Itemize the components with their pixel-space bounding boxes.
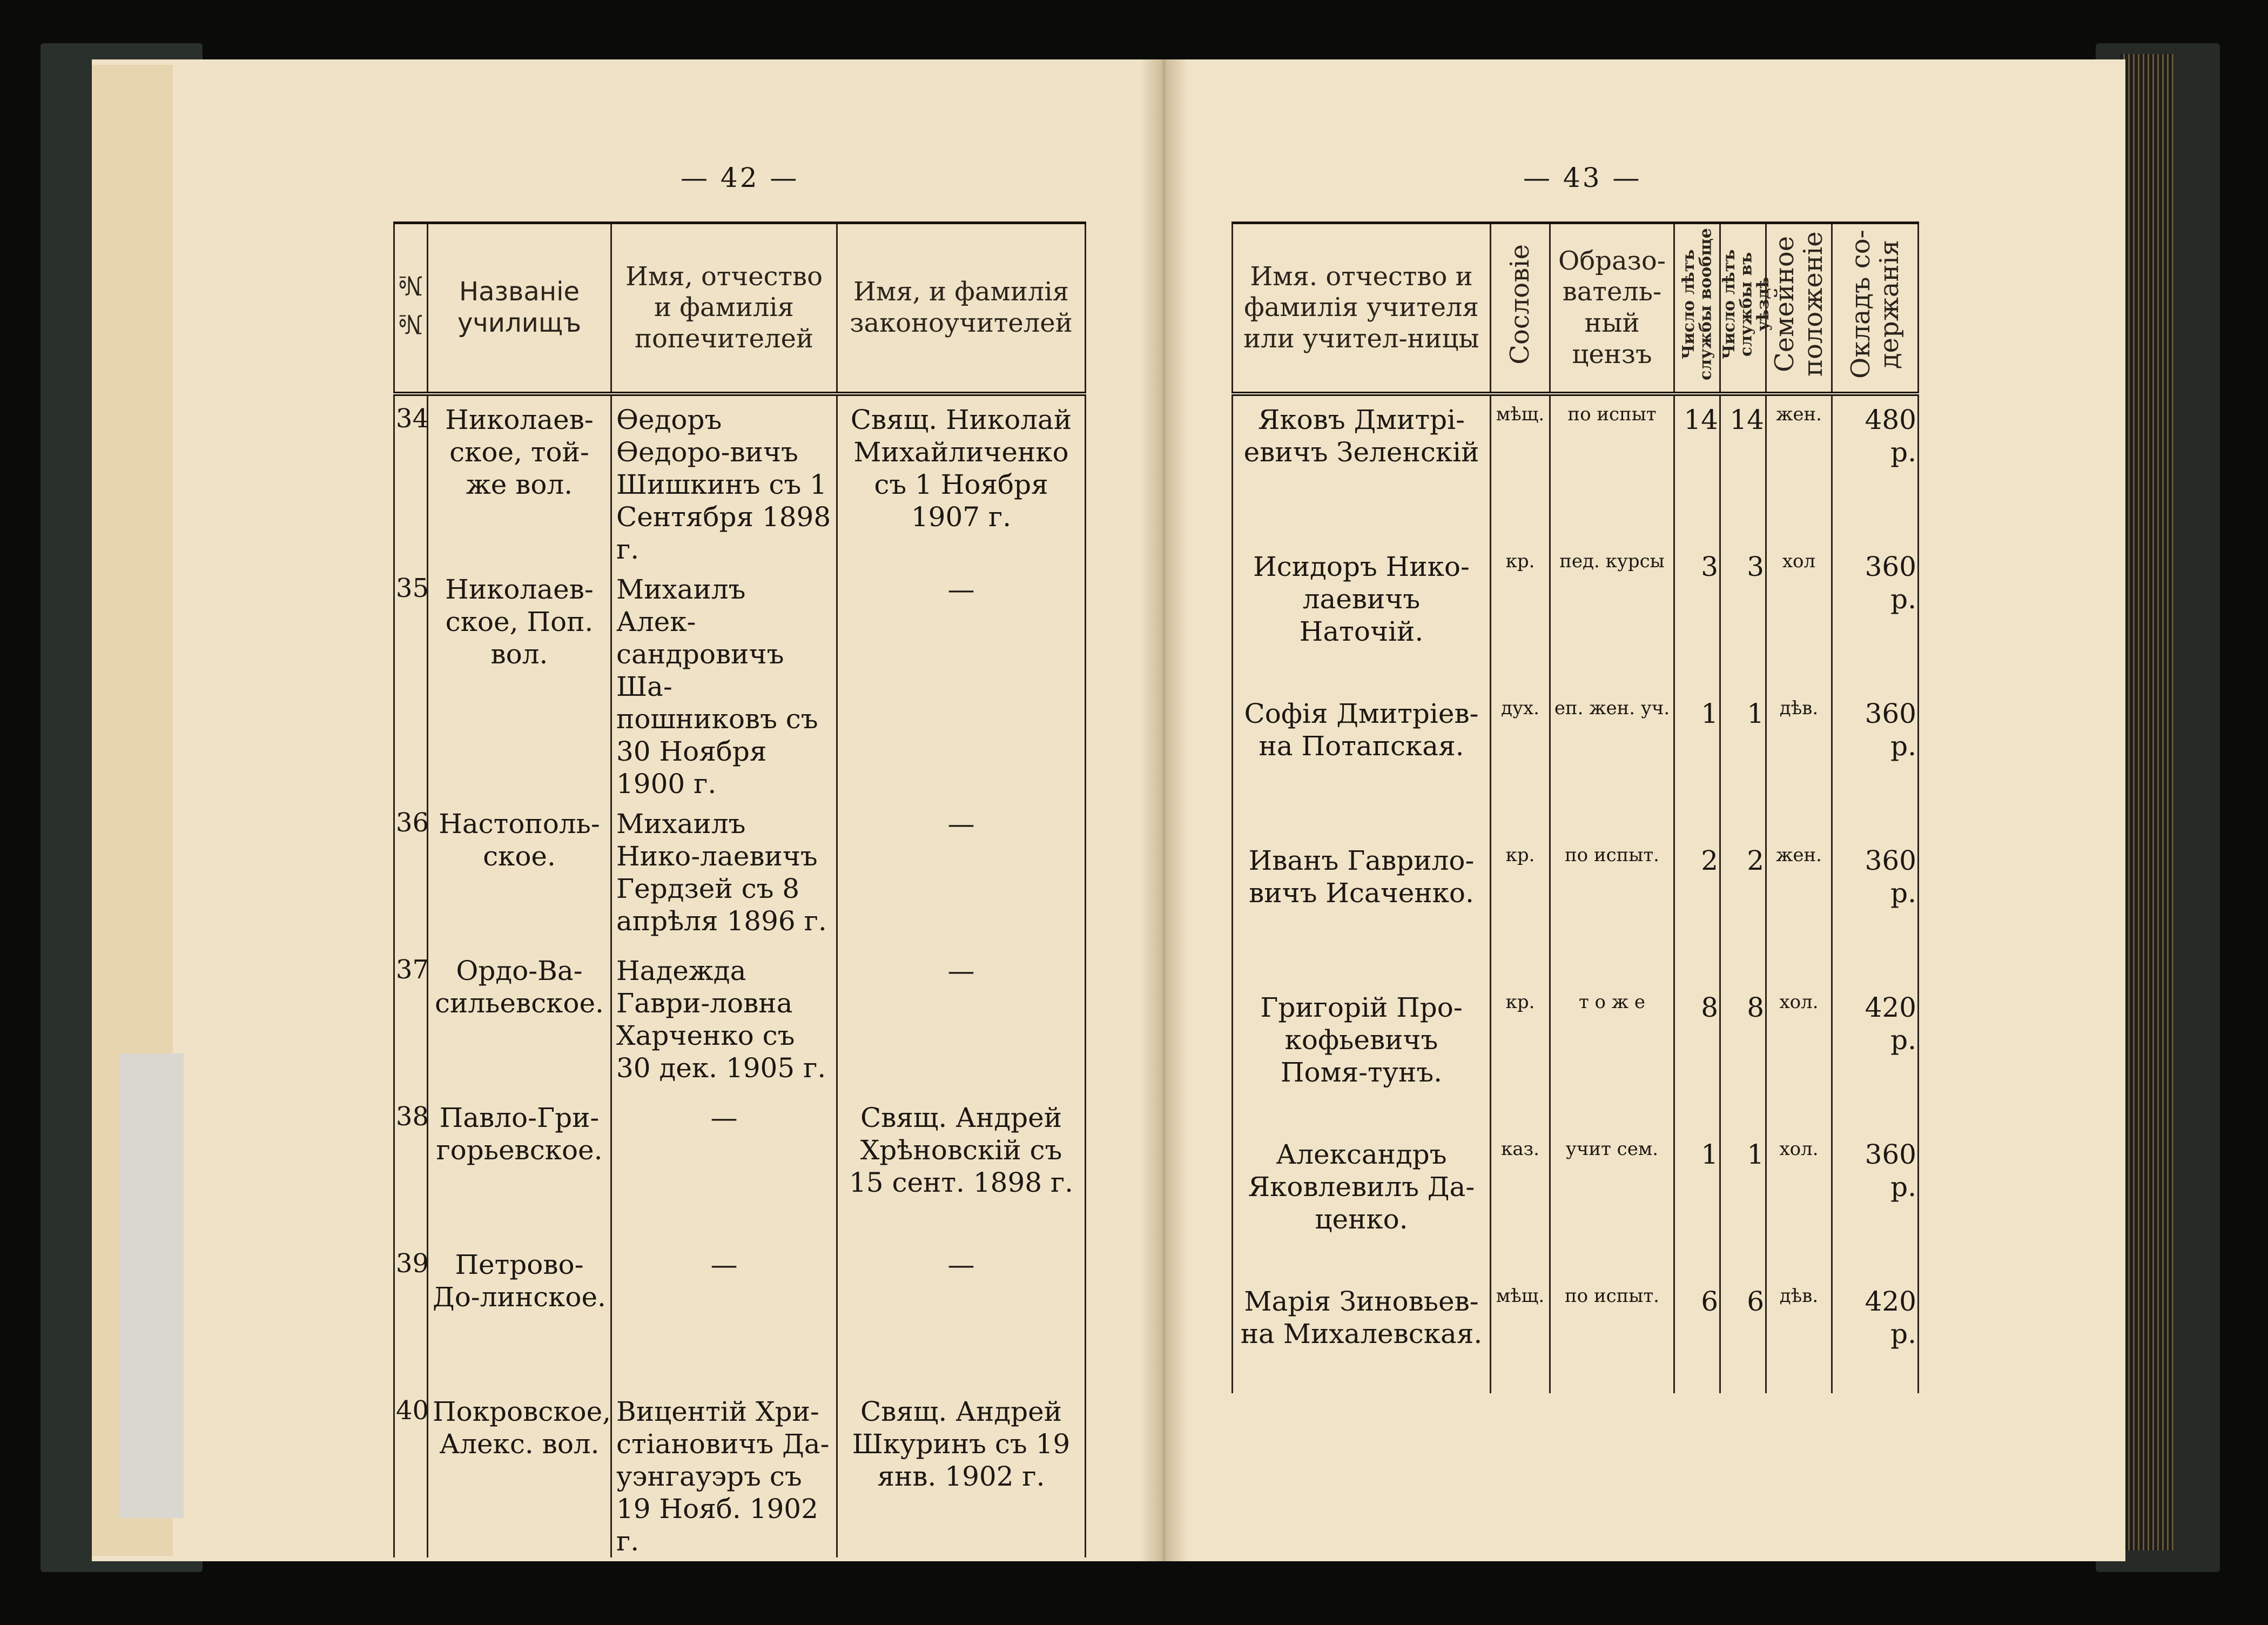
years-uezd-value: 6 — [1720, 1278, 1766, 1393]
priest-name: Свящ. Андрей Хрѣновскій съ 15 сент. 1898 г. — [837, 1094, 1086, 1241]
header-school: Названіе училищъ — [428, 223, 611, 394]
education-value: по испыт — [1550, 394, 1674, 543]
trustee-name: Ѳедоръ Ѳедоро-вичъ Шишкинъ съ 1 Сентября 1898 г. — [611, 394, 837, 566]
education-value: т о ж е — [1550, 984, 1674, 1131]
family-value: хол. — [1766, 984, 1832, 1131]
table-row — [394, 1094, 1086, 1241]
school-name: Петрово-До-линское. — [428, 1241, 611, 1388]
school-name: Николаев-ское, Поп. вол. — [428, 566, 611, 800]
salary-value: 420 р. — [1832, 1278, 1919, 1393]
estate-value: кр. — [1491, 837, 1550, 984]
table-row — [394, 1241, 1086, 1388]
priest-name: Свящ. Андрей Шкуринъ съ 19 янв. 1902 г. — [837, 1388, 1086, 1557]
teacher-name: Яковъ Дмитрі-евичъ Зеленскій — [1233, 394, 1491, 543]
table-row — [1233, 1131, 1919, 1278]
header-years-uezd: Число лѣтъ службы въ уѣздѣ — [1720, 223, 1766, 394]
family-value: жен. — [1766, 837, 1832, 984]
row-number: 39 — [394, 1241, 428, 1388]
header-years-total: Число лѣтъ службы вообще — [1674, 223, 1720, 394]
priest-name: — — [837, 800, 1086, 947]
years-uezd-value: 2 — [1720, 837, 1766, 984]
teachers-table-header — [1233, 223, 1919, 394]
teacher-name: Григорій Про-кофьевичъ Помя-тунъ. — [1233, 984, 1491, 1131]
years-total-value: 2 — [1674, 837, 1720, 984]
table-row — [394, 947, 1086, 1094]
education-value: пед. курсы — [1550, 543, 1674, 690]
row-number: 35 — [394, 566, 428, 800]
estate-value: мѣщ. — [1491, 1278, 1550, 1393]
family-value: хол. — [1766, 1131, 1832, 1278]
years-uezd-value: 14 — [1720, 394, 1766, 543]
estate-value: каз. — [1491, 1131, 1550, 1278]
table-row — [1233, 984, 1919, 1131]
teacher-name: Марія Зиновьев-на Михалевская. — [1233, 1278, 1491, 1393]
header-estate: Сословіе — [1491, 223, 1550, 394]
table-row — [1233, 837, 1919, 984]
years-total-value: 1 — [1674, 1131, 1720, 1278]
family-value: жен. — [1766, 394, 1832, 543]
trustee-name: Надежда Гаври-ловна Харченко съ 30 дек. 1905 г. — [611, 947, 837, 1094]
years-total-value: 1 — [1674, 690, 1720, 837]
years-uezd-value: 1 — [1720, 690, 1766, 837]
school-name: Николаев-ское, той-же вол. — [428, 394, 611, 566]
years-uezd-value: 3 — [1720, 543, 1766, 690]
priest-name: — — [837, 947, 1086, 1094]
book-gutter — [1140, 59, 1188, 1561]
estate-value: кр. — [1491, 543, 1550, 690]
trustee-name: Михаилъ Алек-сандровичъ Ша-пошниковъ съ 30 Ноября 1900 г. — [611, 566, 837, 800]
school-name: Павло-Гри-горьевское. — [428, 1094, 611, 1241]
estate-value: дух. — [1491, 690, 1550, 837]
table-row — [1233, 1278, 1919, 1393]
school-name: Покровское, Алекс. вол. — [428, 1388, 611, 1557]
teacher-name: Иванъ Гаврило-вичъ Исаченко. — [1233, 837, 1491, 984]
priest-name: — — [837, 566, 1086, 800]
trustee-name: Вицентій Хри-стіановичъ Да-уэнгауэръ съ 19 Нояб. 1902 г. — [611, 1388, 837, 1557]
salary-value: 360 р. — [1832, 690, 1919, 837]
estate-value: мѣщ. — [1491, 394, 1550, 543]
page-number-left: — 42 — — [681, 162, 799, 193]
trustee-name: — — [611, 1094, 837, 1241]
trustee-name: Михаилъ Нико-лаевичъ Гердзей съ 8 апрѣля 1896 г. — [611, 800, 837, 947]
row-number: 34 — [394, 394, 428, 566]
priest-name: Свящ. Николай Михайличенко съ 1 Ноября 1907 г. — [837, 394, 1086, 566]
header-education: Образо-ватель-ный цензъ — [1550, 223, 1674, 394]
schools-table — [393, 221, 1086, 1557]
table-row — [1233, 543, 1919, 690]
school-name: Настополь-ское. — [428, 800, 611, 947]
years-uezd-value: 1 — [1720, 1131, 1766, 1278]
table-row — [394, 394, 1086, 566]
estate-value: кр. — [1491, 984, 1550, 1131]
header-priest: Имя, и фамилія законоучителей — [837, 223, 1086, 394]
row-number: 37 — [394, 947, 428, 1094]
row-number: 38 — [394, 1094, 428, 1241]
years-uezd-value: 8 — [1720, 984, 1766, 1131]
teacher-name: Софія Дмитріев-на Потапская. — [1233, 690, 1491, 837]
row-number: 36 — [394, 800, 428, 947]
school-name: Ордо-Ва-сильевское. — [428, 947, 611, 1094]
table-row — [394, 566, 1086, 800]
paper-slip — [119, 1053, 184, 1518]
header-trustee: Имя, отчество и фамилія попечителей — [611, 223, 837, 394]
years-total-value: 3 — [1674, 543, 1720, 690]
family-value: дѣв. — [1766, 690, 1832, 837]
header-family: Семейное положеніе — [1766, 223, 1832, 394]
table-row — [1233, 394, 1919, 543]
table-row — [394, 800, 1086, 947]
header-salary: Окладъ со-держанія — [1832, 223, 1919, 394]
years-total-value: 14 — [1674, 394, 1720, 543]
header-num: № № — [394, 223, 428, 394]
table-row — [394, 1388, 1086, 1557]
salary-value: 480 р. — [1832, 394, 1919, 543]
header-teacher: Имя. отчество и фамилія учителя или учител-ницы — [1233, 223, 1491, 394]
education-value: еп. жен. уч. — [1550, 690, 1674, 837]
years-total-value: 6 — [1674, 1278, 1720, 1393]
schools-table-header — [394, 223, 1086, 394]
family-value: хол — [1766, 543, 1832, 690]
education-value: по испыт. — [1550, 1278, 1674, 1393]
salary-value: 360 р. — [1832, 543, 1919, 690]
education-value: учит сем. — [1550, 1131, 1674, 1278]
teacher-name: Исидоръ Нико-лаевичъ Наточій. — [1233, 543, 1491, 690]
salary-value: 360 р. — [1832, 837, 1919, 984]
page-number-right: — 43 — — [1523, 162, 1642, 193]
education-value: по испыт. — [1550, 837, 1674, 984]
trustee-name: — — [611, 1241, 837, 1388]
salary-value: 360 р. — [1832, 1131, 1919, 1278]
priest-name: — — [837, 1241, 1086, 1388]
family-value: дѣв. — [1766, 1278, 1832, 1393]
page-edges — [2120, 54, 2174, 1550]
teachers-table — [1231, 221, 1919, 1393]
years-total-value: 8 — [1674, 984, 1720, 1131]
table-row — [1233, 690, 1919, 837]
row-number: 40 — [394, 1388, 428, 1557]
salary-value: 420 р. — [1832, 984, 1919, 1131]
teacher-name: Александръ Яковлевилъ Да-ценко. — [1233, 1131, 1491, 1278]
